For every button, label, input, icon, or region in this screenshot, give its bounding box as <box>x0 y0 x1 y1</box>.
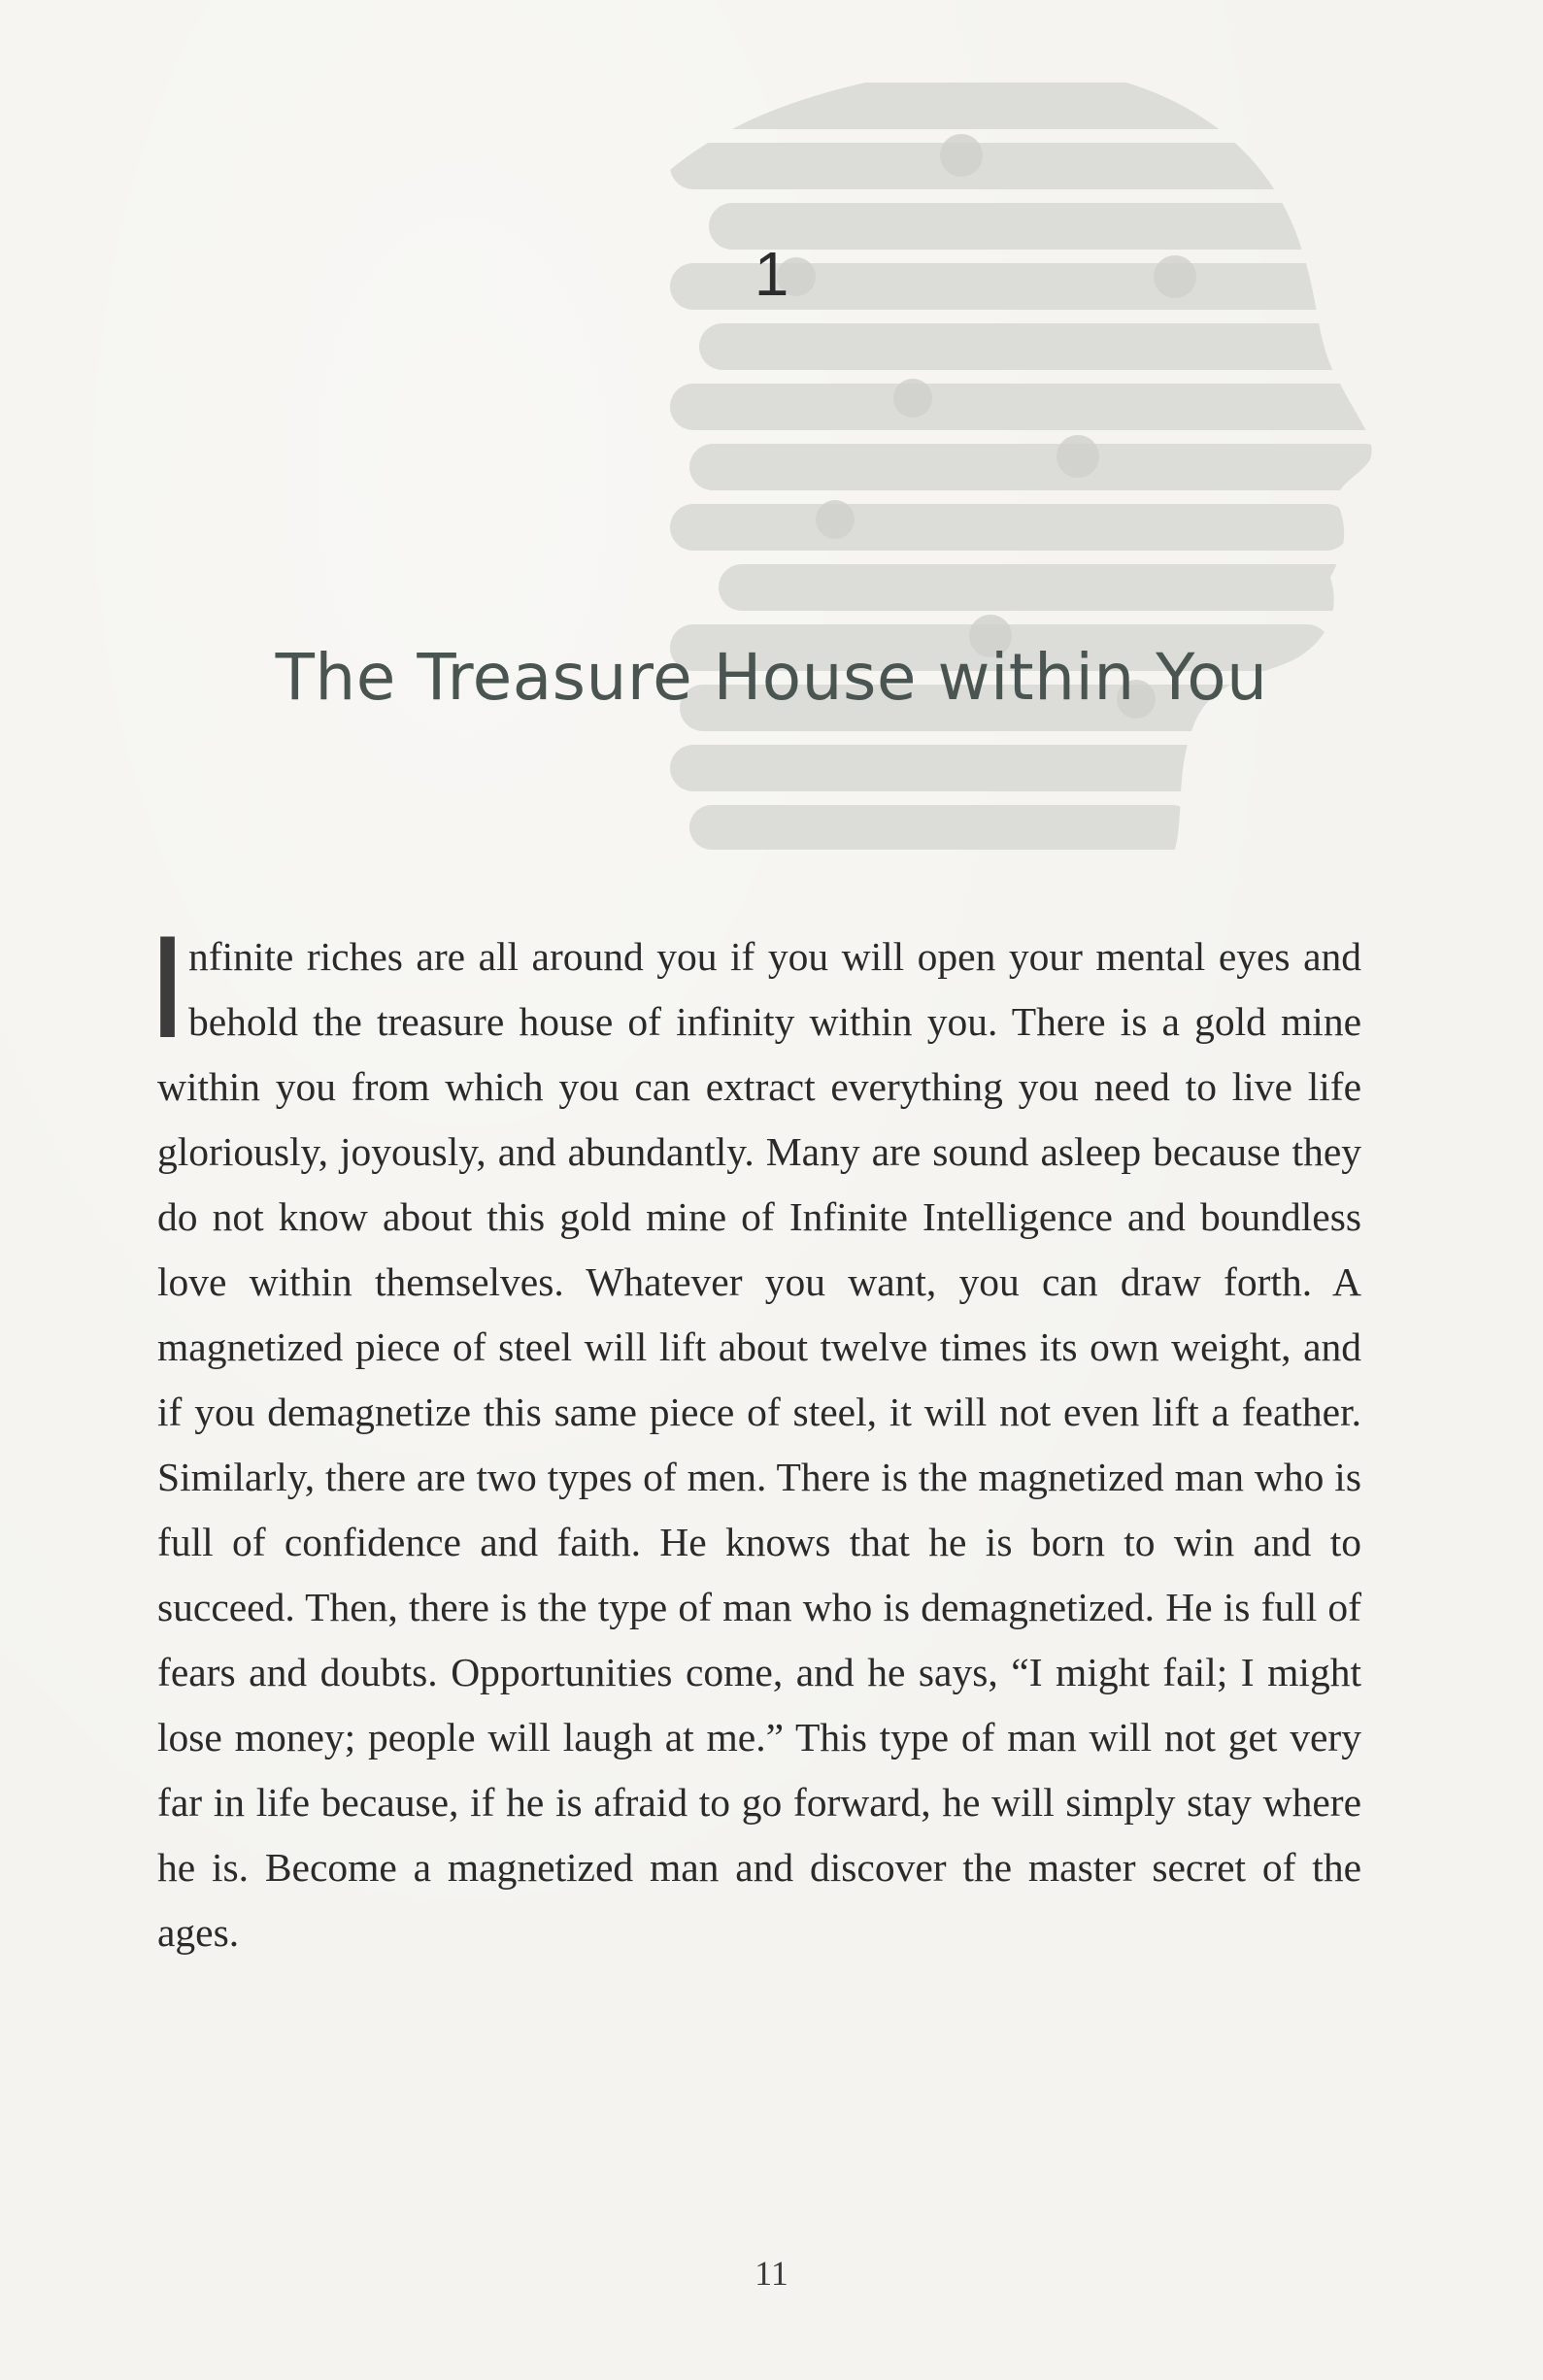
body-paragraph: nfinite riches are all around you if you will open your mental eyes and behold the treasure house of infinity within you. There is a gold mine within you from which you can extract everything you need to live life gloriously, joyously, and abundantly. Many are sound asleep because they do not know about this gold mine of Infinite Intelligence and boundless love within themselves. Whatever you want, you can draw forth. A magnetized piece of steel will lift about twelve times its own weight, and if you demagnetize this same piece of steel, it will not even lift a feather. Similarly, there are two types of men. There is the magnetized man who is full of confidence and faith. He knows that he is born to win and to succeed. Then, there is the type of man who is demagnetized. He is full of fears and doubts. Opportunities come, and he says, “I might fail; I might lose money; people will laugh at me.” This type of man will not get very far in life because, if he is afraid to go forward, he will simply stay where he is. Become a magnetized man and discover the master secret of the ages. <box>157 934 1361 1955</box>
head-silhouette-icon <box>670 53 1408 850</box>
drop-cap: I <box>153 910 183 1070</box>
chapter-title: The Treasure House within You <box>275 640 1268 715</box>
chapter-number: 1 <box>754 239 789 309</box>
page-number: 11 <box>755 2254 788 2293</box>
chapter-body <box>153 910 1361 1965</box>
